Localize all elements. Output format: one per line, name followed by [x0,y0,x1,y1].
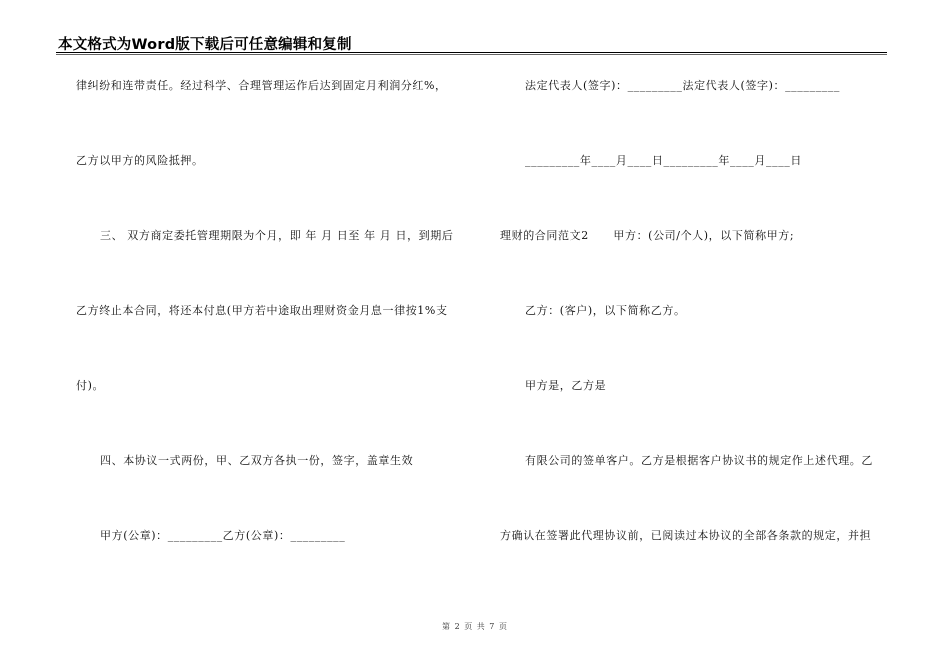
left-line-6: 四、本协议一式两份，甲、乙双方各执一份，签字，盖章生效 [100,454,414,467]
header-rule-bottom [56,54,887,55]
left-line-2: 乙方以甲方的风险抵押。 [76,154,204,167]
right-line-4: 乙方：(客户)，以下简称乙方。 [525,304,686,317]
right-line-1: 法定代表人(签字)：_________法定代表人(签字)：_________ [525,79,840,92]
right-line-3: 理财的合同范文2 甲方：(公司/个人)，以下简称甲方; [500,229,795,242]
left-line-4: 乙方终止本合同，将还本付息(甲方若中途取出理财资金月息一律按1%支 [76,304,448,317]
left-line-7: 甲方(公章)：_________乙方(公章)：_________ [100,529,346,542]
right-line-2: _________年____月____日_________年____月____日 [525,154,802,167]
left-line-1: 律纠纷和连带责任。经过科学、合理管理运作后达到固定月利润分红%， [76,79,447,92]
left-line-5: 付)。 [76,379,105,392]
left-line-3: 三、 双方商定委托管理期限为个月，即 年 月 日至 年 月 日，到期后 [100,229,454,242]
header-rule-top [56,52,887,53]
right-line-5: 甲方是，乙方是 [525,379,607,392]
right-line-7: 方确认在签署此代理协议前，已阅读过本协议的全部各条款的规定，并担 [500,529,872,542]
document-header-title: 本文格式为Word版下载后可任意编辑和复制 [58,37,352,53]
page-footer: 第 2 页 共 7 页 [442,622,508,631]
right-line-6: 有限公司的签单客户。乙方是根据客户协议书的规定作上述代理。乙 [525,454,873,467]
